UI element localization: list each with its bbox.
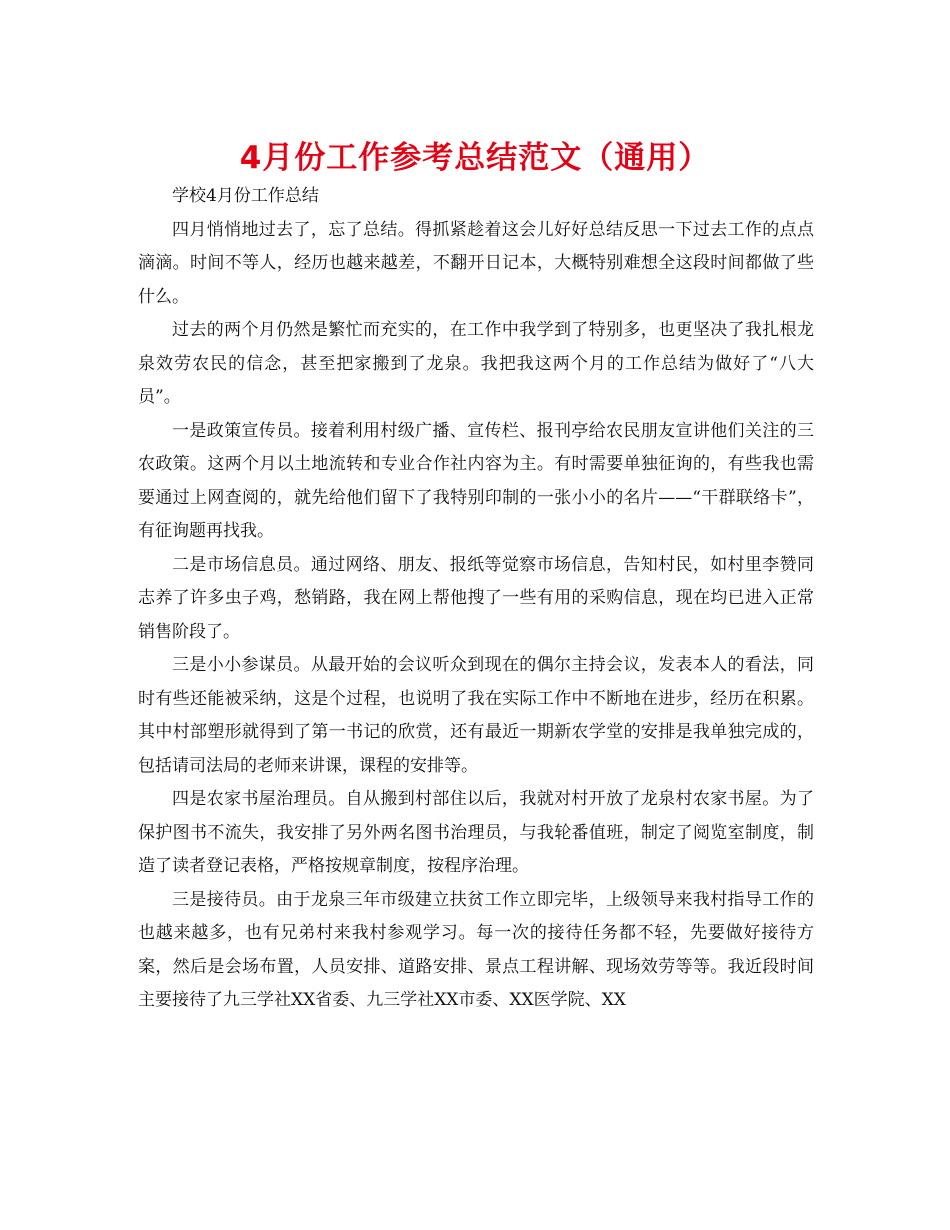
paragraph: 三是接待员。由于龙泉三年市级建立扶贫工作立即完毕，上级领导来我村指导工作的也越来越多，也有兄弟村来我村参观学习。每一次的接待任务都不轻，先要做好接待方案，然后是会场布置，人员安排、道路安排、景点工程讲解、现场效劳等等。我近段时间主要接待了九三学社XX省委、九三学社XX市委、XX医学院、XX (138, 889, 814, 1010)
document-subtitle: 学校4月份工作总结 (172, 186, 319, 206)
paragraph: 四是农家书屋治理员。自从搬到村部住以后，我就对村开放了龙泉村农家书屋。为了保护图书不流失，我安排了另外两名图书治理员，与我轮番值班，制定了阅览室制度，制造了读者登记表格，严格按规章制度，按程序治理。 (138, 789, 814, 876)
paragraph: 二是市场信息员。通过网络、朋友、报纸等觉察市场信息，告知村民，如村里李赞同志养了许多虫子鸡，愁销路，我在网上帮他搜了一些有用的采购信息，现在均已进入正常销售阶段了。 (138, 554, 814, 642)
paragraph: 过去的两个月仍然是繁忙而充实的，在工作中我学到了特别多，也更坚决了我扎根龙泉效劳农民的信念，甚至把家搬到了龙泉。我把我这两个月的工作总结为做好了“八大员”。 (138, 320, 814, 407)
paragraph: 一是政策宣传员。接着利用村级广播、宣传栏、报刊亭给农民朋友宣讲他们关注的三农政策。这两个月以土地流转和专业合作社内容为主。有时需要单独征询的，有些我也需要通过上网查阅的，就先给他们留下了我特别印制的一张小小的名片——“干群联络卡”，有征询题再找我。 (138, 420, 814, 541)
document-title: 4月份工作参考总结范文（通用） (239, 140, 711, 176)
paragraph: 三是小小参谋员。从最开始的会议听众到现在的偶尔主持会议，发表本人的看法，同时有些还能被采纳，这是个过程，也说明了我在实际工作中不断地在进步，经历在积累。其中村部塑形就得到了第一书记的欣赏，还有最近一期新农学堂的安排是我单独完成的，包括请司法局的老师来讲课，课程的安排等。 (138, 655, 814, 776)
document-body (138, 180, 814, 1018)
paragraph: 四月悄悄地过去了，忘了总结。得抓紧趁着这会儿好好总结反思一下过去工作的点点滴滴。时间不等人，经历也越来越差，不翻开日记本，大概特别难想全这段时间都做了些什么。 (138, 219, 814, 307)
